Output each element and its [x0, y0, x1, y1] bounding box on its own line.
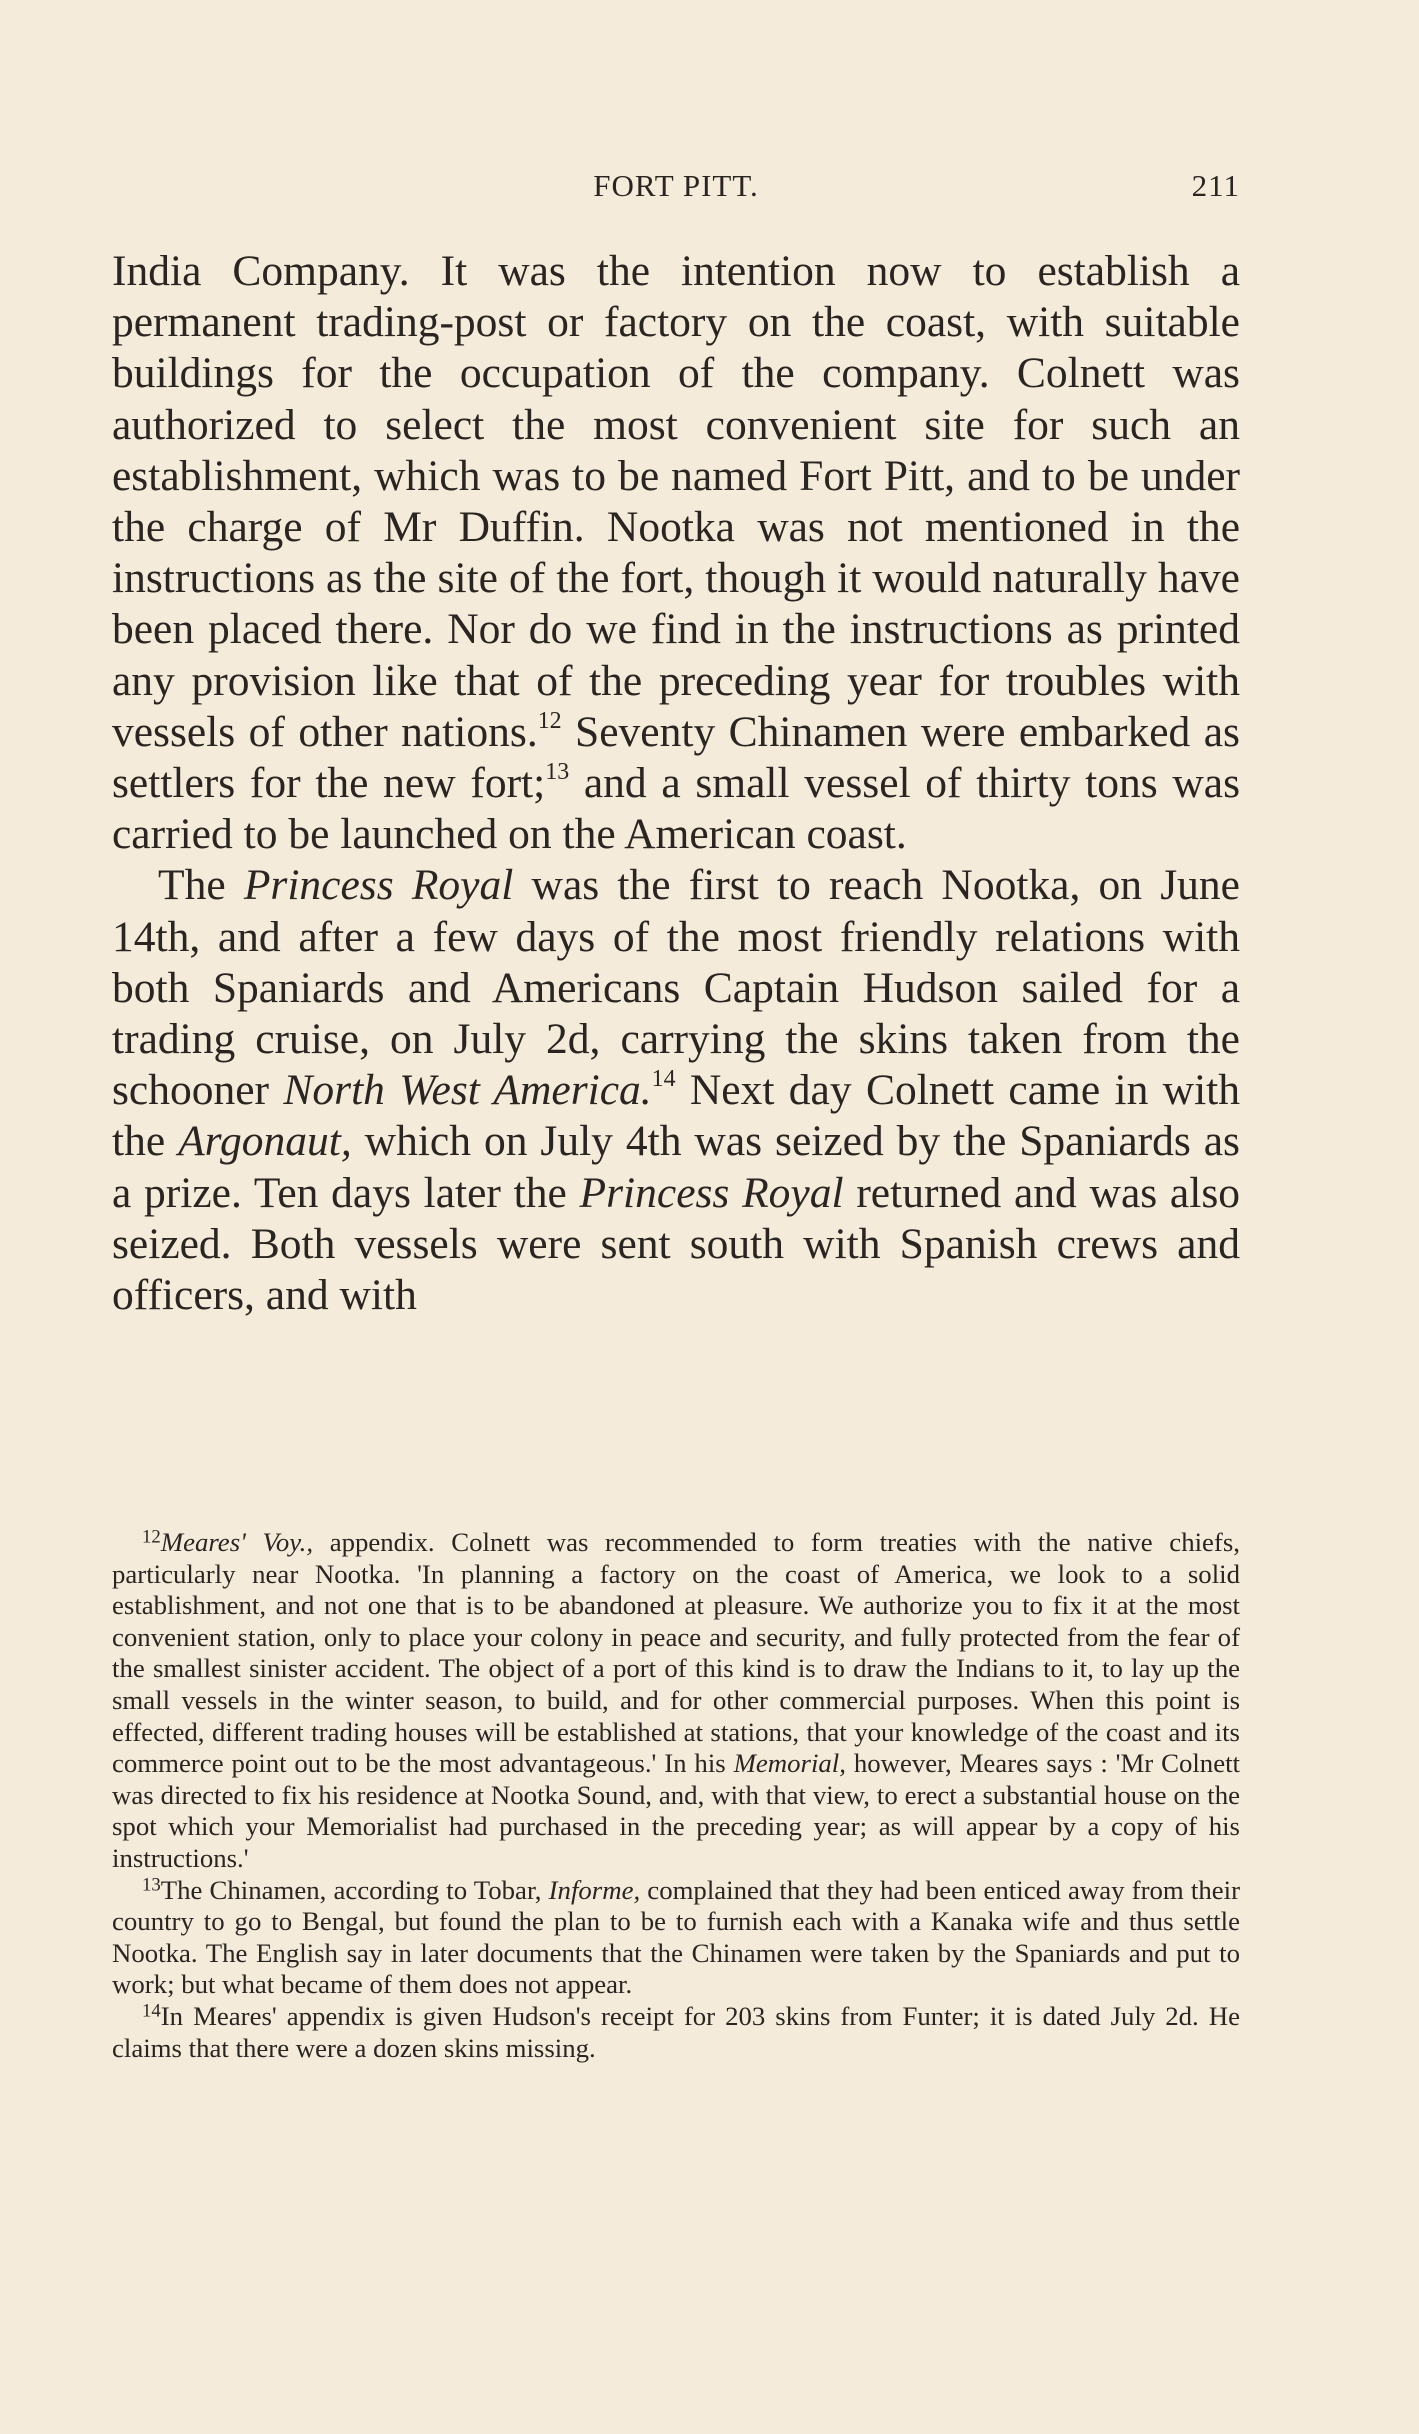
running-title: FORT PITT.: [593, 168, 759, 203]
paragraph: The Princess Royal was the first to reach Nootka, on June 14th, and after a few days of the most friendly relations with both Spaniards and Americans Captain Hudson sailed for a trading cruise, on July 2d, carrying the skins taken from the schooner North West America.$^{14}$ Next day Colnett came in with the Argonaut, which on July 4th was seized by the Spaniards as a prize. Ten days later the Princess Royal returned and was also seized. Both vessels were sent south with Spanish crews and officers, and with: [112, 861, 1241, 1320]
paragraph: India Company. It was the intention now to establish a permanent trading-post or factory on the coast, with suitable buildings for the occupation of the company. Colnett was authorized to select the most convenient site for such an establishment, which was to be named Fort Pitt, and to be under the charge of Mr Duffin. Nootka was not mentioned in the instructions as the site of the fort, though it would naturally have been placed there. Nor do we find in the instructions as printed any provision like that of the preceding year for troubles with vessels of other nations.$^{12}$ Seventy Chinamen were embarked as settlers for the new fort;$^{13}$ and a small vessel of thirty tons was carried to be launched on the American coast.: [112, 247, 1241, 859]
footnote-marker: 14: [142, 2000, 161, 2022]
page-number: 211: [1191, 168, 1240, 203]
footnote-marker: 12: [142, 1526, 161, 1548]
footnote-ref: 13: [545, 759, 570, 786]
main-text: [112, 246, 1240, 1321]
running-header: [112, 168, 1240, 218]
ship-name: Princess Royal: [579, 1168, 844, 1217]
footnote-13: $^{13}$The Chinamen, according to Tobar, Informe, complained that they had been enticed away from their country to go to Bengal, but found the plan to be to furnish each with a Kanaka wife and thus settle Nootka. The English say in later documents that the Chinamen were taken by the Spaniards and put to work; but what became of them does not appear.: [112, 1874, 1240, 2000]
footnote-12: $^{12}$Meares' Voy., appendix. Colnett was recommended to form treaties with the native chiefs, particularly near Nootka. 'In planning a factory on the coast of America, we look to a solid establishment, and not one that is to be abandoned at pleasure. We authorize you to fix it at the most convenient station, only to place your colony in peace and security, and fully protected from the fear of the smallest sinister accident. The object of a port of this kind is to draw the Indians to it, to lay up the small vessels in the winter season, to build, and for other commercial purposes. When this point is effected, different trading houses will be established at stations, that your knowledge of the coast and its commerce point out to be the most advantageous.' In his Memorial, however, Meares says : 'Mr Colnett was directed to fix his residence at Nootka Sound, and, with that view, to erect a substantial house on the spot which your Memorialist had purchased in the preceding year; as will appear by a copy of his instructions.': [112, 1526, 1240, 1873]
footnote-ref: 12: [537, 707, 562, 734]
ship-name: Princess Royal: [243, 861, 514, 910]
ship-name: North West America.: [283, 1066, 652, 1115]
footnote-14: $^{14}$In Meares' appendix is given Hudson's receipt for 203 skins from Funter; it is dated July 2d. He claims that there were a dozen skins missing.: [112, 2000, 1240, 2063]
footnotes: [112, 1527, 1240, 2064]
footnote-marker: 13: [142, 1874, 161, 1896]
footnote-ref: 14: [651, 1066, 676, 1093]
ship-name: Argonaut,: [178, 1117, 352, 1166]
